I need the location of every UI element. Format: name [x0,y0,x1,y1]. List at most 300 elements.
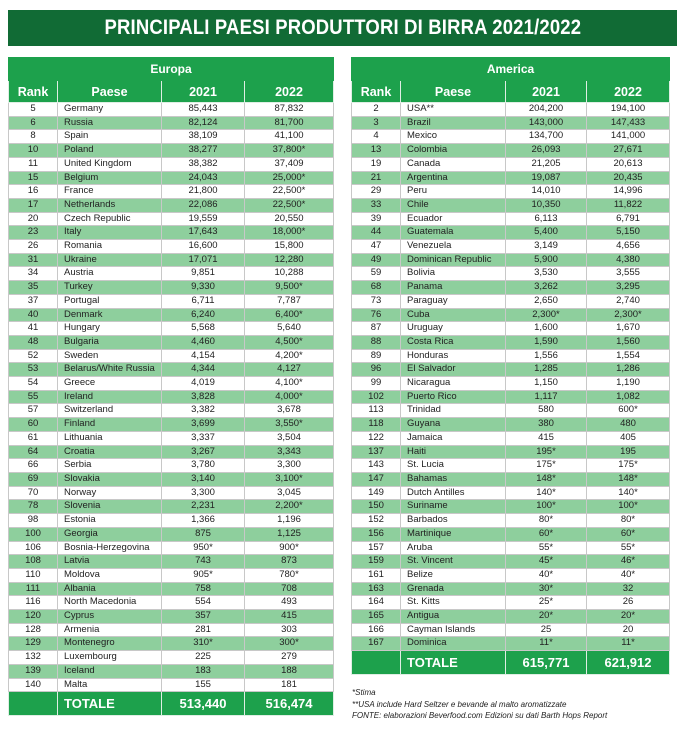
table-row [352,130,670,144]
value-2021-cell: 4,154 [162,349,245,363]
value-2021-cell: 1,556 [506,349,587,363]
value-2021-cell: 11* [506,637,587,651]
column-header-2022: 2022 [245,81,334,103]
rank-cell: 132 [9,651,58,665]
value-2022-cell: 2,740 [587,294,670,308]
value-2021-cell: 1,366 [162,514,245,528]
country-cell: United Kingdom [58,157,162,171]
value-2022-cell: 600* [587,404,670,418]
rank-cell: 156 [352,527,401,541]
table-row [9,459,334,473]
country-cell: Suriname [401,500,506,514]
rank-cell: 152 [352,514,401,528]
country-cell: Albania [58,582,162,596]
europe-table [8,57,334,716]
table-row [352,582,670,596]
country-cell: Bosnia-Herzegovina [58,541,162,555]
country-cell: Netherlands [58,198,162,212]
country-cell: Costa Rica [401,335,506,349]
value-2022-cell: 3,678 [245,404,334,418]
table-row [9,431,334,445]
value-2021-cell: 17,071 [162,253,245,267]
table-row [9,171,334,185]
value-2022-cell: 415 [245,610,334,624]
table-row [9,541,334,555]
rank-cell: 128 [9,623,58,637]
rank-cell: 8 [9,130,58,144]
country-cell: Dutch Antilles [401,486,506,500]
country-cell: North Macedonia [58,596,162,610]
value-2021-cell: 5,400 [506,226,587,240]
footnote-source: FONTE: elaborazioni Beverfood.com Edizioni su dati Barth Hops Report [352,711,608,720]
value-2022-cell: 3,504 [245,431,334,445]
table-row [352,240,670,254]
value-2022-cell: 100* [587,500,670,514]
rank-cell: 159 [352,555,401,569]
value-2021-cell: 6,113 [506,212,587,226]
country-cell: Romania [58,240,162,254]
value-2022-cell: 55* [587,541,670,555]
value-2022-cell: 11,822 [587,198,670,212]
country-cell: Portugal [58,294,162,308]
rank-cell: 26 [9,240,58,254]
rank-cell: 4 [352,130,401,144]
value-2022-cell: 708 [245,582,334,596]
value-2021-cell: 24,043 [162,171,245,185]
table-row [9,198,334,212]
value-2022-cell: 15,800 [245,240,334,254]
rank-cell: 40 [9,308,58,322]
country-cell: Puerto Rico [401,390,506,404]
value-2022-cell: 4,000* [245,390,334,404]
table-row [9,527,334,541]
country-cell: Georgia [58,527,162,541]
table-row [9,623,334,637]
rank-cell: 122 [352,431,401,445]
table-row [352,418,670,432]
page-title-text: PRINCIPALI PAESI PRODUTTORI DI BIRRA 2021/2022 [104,16,581,39]
rank-cell: 54 [9,377,58,391]
value-2021-cell: 175* [506,459,587,473]
rank-cell: 78 [9,500,58,514]
table-row [352,486,670,500]
rank-cell: 99 [352,377,401,391]
total-label: TOTALE [401,651,506,675]
value-2022-cell: 141,000 [587,130,670,144]
value-2022-cell: 188 [245,664,334,678]
value-2021-cell: 14,010 [506,185,587,199]
rank-cell: 55 [9,390,58,404]
value-2022-cell: 2,300* [587,308,670,322]
table-row [352,377,670,391]
rank-cell: 96 [352,363,401,377]
value-2022-cell: 22,500* [245,198,334,212]
value-2021-cell: 143,000 [506,116,587,130]
total-2021: 615,771 [506,651,587,675]
value-2022-cell: 6,791 [587,212,670,226]
country-cell: Haiti [401,445,506,459]
rank-cell: 111 [9,582,58,596]
rank-cell: 23 [9,226,58,240]
country-cell: El Salvador [401,363,506,377]
rank-cell: 140 [9,678,58,692]
value-2022-cell: 40* [587,568,670,582]
value-2021-cell: 1,150 [506,377,587,391]
country-cell: Ukraine [58,253,162,267]
rank-cell: 11 [9,157,58,171]
country-cell: Greece [58,377,162,391]
table-row [9,472,334,486]
value-2021-cell: 3,530 [506,267,587,281]
table-row [352,445,670,459]
rank-cell: 157 [352,541,401,555]
table-row [352,226,670,240]
country-cell: Guatemala [401,226,506,240]
value-2021-cell: 3,780 [162,459,245,473]
table-row [352,212,670,226]
country-cell: Trinidad [401,404,506,418]
table-row [352,500,670,514]
value-2021-cell: 17,643 [162,226,245,240]
rank-cell: 88 [352,335,401,349]
table-row [352,144,670,158]
footnotes [352,687,607,722]
value-2022-cell: 303 [245,623,334,637]
value-2021-cell: 905* [162,568,245,582]
rank-cell: 120 [9,610,58,624]
rank-cell: 167 [352,637,401,651]
value-2021-cell: 38,382 [162,157,245,171]
value-2021-cell: 1,285 [506,363,587,377]
value-2022-cell: 1,560 [587,335,670,349]
total-row [352,651,670,675]
value-2021-cell: 2,300* [506,308,587,322]
rank-cell: 149 [352,486,401,500]
value-2021-cell: 380 [506,418,587,432]
value-2022-cell: 41,100 [245,130,334,144]
table-row [9,363,334,377]
table-row [352,610,670,624]
value-2022-cell: 780* [245,568,334,582]
rank-cell: 89 [352,349,401,363]
country-cell: Canada [401,157,506,171]
value-2022-cell: 20* [587,610,670,624]
value-2022-cell: 20,613 [587,157,670,171]
value-2022-cell: 37,800* [245,144,334,158]
table-row [352,349,670,363]
table-row [352,541,670,555]
rank-cell: 29 [352,185,401,199]
value-2021-cell: 3,267 [162,445,245,459]
table-row [9,144,334,158]
country-cell: St. Vincent [401,555,506,569]
table-row [9,568,334,582]
country-cell: Switzerland [58,404,162,418]
value-2022-cell: 3,045 [245,486,334,500]
country-cell: Ecuador [401,212,506,226]
rank-cell: 48 [9,335,58,349]
rank-cell: 143 [352,459,401,473]
rank-cell: 113 [352,404,401,418]
value-2021-cell: 25* [506,596,587,610]
country-cell: Moldova [58,568,162,582]
america-table [351,57,670,675]
value-2022-cell: 1,196 [245,514,334,528]
table-row [352,527,670,541]
country-cell: Ireland [58,390,162,404]
value-2021-cell: 6,240 [162,308,245,322]
value-2021-cell: 3,828 [162,390,245,404]
page-title [8,10,677,46]
value-2021-cell: 19,087 [506,171,587,185]
value-2021-cell: 25 [506,623,587,637]
value-2022-cell: 147,433 [587,116,670,130]
column-header-2022: 2022 [587,81,670,103]
country-cell: Brazil [401,116,506,130]
rank-cell: 60 [9,418,58,432]
table-row [9,500,334,514]
rank-cell: 16 [9,185,58,199]
table-row [9,226,334,240]
value-2022-cell: 194,100 [587,103,670,117]
country-cell: Germany [58,103,162,117]
footnote-usa: **USA include Hard Seltzer e bevande al malto aromatizzate [352,699,567,709]
country-cell: Belize [401,568,506,582]
table-row [9,253,334,267]
value-2022-cell: 4,656 [587,240,670,254]
country-cell: Bahamas [401,472,506,486]
country-cell: Colombia [401,144,506,158]
rank-cell: 164 [352,596,401,610]
column-header-country: Paese [58,81,162,103]
region-header-europe: Europa [9,58,334,81]
table-row [9,267,334,281]
rank-cell: 106 [9,541,58,555]
table-row [9,596,334,610]
country-cell: Finland [58,418,162,432]
rank-cell: 21 [352,171,401,185]
country-cell: Slovakia [58,472,162,486]
value-2022-cell: 80* [587,514,670,528]
country-cell: Grenada [401,582,506,596]
table-row [352,198,670,212]
value-2021-cell: 100* [506,500,587,514]
country-cell: Antigua [401,610,506,624]
value-2022-cell: 480 [587,418,670,432]
country-cell: St. Kitts [401,596,506,610]
total-rank-cell [352,651,401,675]
table-row [352,253,670,267]
table-row [9,185,334,199]
table-row [9,116,334,130]
value-2021-cell: 1,600 [506,322,587,336]
country-cell: Honduras [401,349,506,363]
value-2022-cell: 873 [245,555,334,569]
country-cell: Argentina [401,171,506,185]
value-2021-cell: 195* [506,445,587,459]
table-row [9,322,334,336]
value-2021-cell: 225 [162,651,245,665]
country-cell: Serbia [58,459,162,473]
value-2022-cell: 493 [245,596,334,610]
rank-cell: 19 [352,157,401,171]
rank-cell: 129 [9,637,58,651]
rank-cell: 166 [352,623,401,637]
value-2021-cell: 580 [506,404,587,418]
total-2022: 516,474 [245,692,334,716]
value-2022-cell: 3,555 [587,267,670,281]
value-2021-cell: 82,124 [162,116,245,130]
column-header-2021: 2021 [506,81,587,103]
country-cell: Armenia [58,623,162,637]
table-row [352,335,670,349]
country-cell: Jamaica [401,431,506,445]
value-2022-cell: 87,832 [245,103,334,117]
value-2022-cell: 279 [245,651,334,665]
value-2021-cell: 80* [506,514,587,528]
value-2021-cell: 148* [506,472,587,486]
total-rank-cell [9,692,58,716]
rank-cell: 52 [9,349,58,363]
value-2022-cell: 1,082 [587,390,670,404]
rank-cell: 47 [352,240,401,254]
rank-cell: 68 [352,281,401,295]
rank-cell: 108 [9,555,58,569]
value-2021-cell: 3,382 [162,404,245,418]
country-cell: Panama [401,281,506,295]
country-cell: Lithuania [58,431,162,445]
table-row [9,308,334,322]
value-2021-cell: 38,109 [162,130,245,144]
value-2022-cell: 20,435 [587,171,670,185]
rank-cell: 33 [352,198,401,212]
value-2022-cell: 3,295 [587,281,670,295]
value-2021-cell: 9,851 [162,267,245,281]
country-cell: Bolivia [401,267,506,281]
rank-cell: 34 [9,267,58,281]
value-2022-cell: 1,190 [587,377,670,391]
value-2021-cell: 310* [162,637,245,651]
value-2021-cell: 281 [162,623,245,637]
value-2022-cell: 1,554 [587,349,670,363]
rank-cell: 49 [352,253,401,267]
country-cell: Czech Republic [58,212,162,226]
table-row [9,418,334,432]
value-2022-cell: 10,288 [245,267,334,281]
table-row [9,212,334,226]
country-cell: Turkey [58,281,162,295]
rank-cell: 53 [9,363,58,377]
value-2021-cell: 3,149 [506,240,587,254]
value-2022-cell: 12,280 [245,253,334,267]
rank-cell: 31 [9,253,58,267]
rank-cell: 64 [9,445,58,459]
table-row [352,308,670,322]
country-cell: Iceland [58,664,162,678]
table-row [9,514,334,528]
country-cell: Guyana [401,418,506,432]
region-header-america: America [352,58,670,81]
value-2022-cell: 25,000* [245,171,334,185]
rank-cell: 100 [9,527,58,541]
value-2022-cell: 3,343 [245,445,334,459]
rank-cell: 57 [9,404,58,418]
table-row [9,349,334,363]
country-cell: Barbados [401,514,506,528]
table-row [9,240,334,254]
value-2022-cell: 37,409 [245,157,334,171]
table-row [352,267,670,281]
table-row [352,322,670,336]
country-cell: Russia [58,116,162,130]
rank-cell: 139 [9,664,58,678]
value-2021-cell: 1,590 [506,335,587,349]
value-2022-cell: 11* [587,637,670,651]
country-cell: Belgium [58,171,162,185]
table-row [9,664,334,678]
value-2021-cell: 3,300 [162,486,245,500]
rank-cell: 118 [352,418,401,432]
rank-cell: 76 [352,308,401,322]
rank-cell: 37 [9,294,58,308]
table-row [352,390,670,404]
country-cell: Dominican Republic [401,253,506,267]
rank-cell: 110 [9,568,58,582]
country-cell: Dominica [401,637,506,651]
value-2021-cell: 38,277 [162,144,245,158]
value-2022-cell: 1,286 [587,363,670,377]
total-2021: 513,440 [162,692,245,716]
value-2021-cell: 3,699 [162,418,245,432]
country-cell: Aruba [401,541,506,555]
rank-cell: 163 [352,582,401,596]
column-header-rank: Rank [352,81,401,103]
country-cell: Sweden [58,349,162,363]
value-2021-cell: 758 [162,582,245,596]
country-cell: Hungary [58,322,162,336]
table-row [9,651,334,665]
country-cell: Estonia [58,514,162,528]
value-2021-cell: 4,019 [162,377,245,391]
rank-cell: 44 [352,226,401,240]
value-2022-cell: 46* [587,555,670,569]
value-2022-cell: 3,100* [245,472,334,486]
table-row [352,431,670,445]
value-2021-cell: 183 [162,664,245,678]
value-2021-cell: 85,443 [162,103,245,117]
value-2022-cell: 9,500* [245,281,334,295]
country-cell: Cayman Islands [401,623,506,637]
value-2022-cell: 4,100* [245,377,334,391]
table-row [9,377,334,391]
table-row [9,281,334,295]
value-2022-cell: 900* [245,541,334,555]
table-row [9,103,334,117]
table-row [9,637,334,651]
table-row [352,116,670,130]
country-cell: Poland [58,144,162,158]
country-cell: Norway [58,486,162,500]
value-2022-cell: 1,125 [245,527,334,541]
country-cell: Italy [58,226,162,240]
country-cell: Peru [401,185,506,199]
value-2021-cell: 743 [162,555,245,569]
value-2022-cell: 4,127 [245,363,334,377]
column-header-rank: Rank [9,81,58,103]
rank-cell: 73 [352,294,401,308]
value-2021-cell: 3,262 [506,281,587,295]
value-2022-cell: 4,500* [245,335,334,349]
